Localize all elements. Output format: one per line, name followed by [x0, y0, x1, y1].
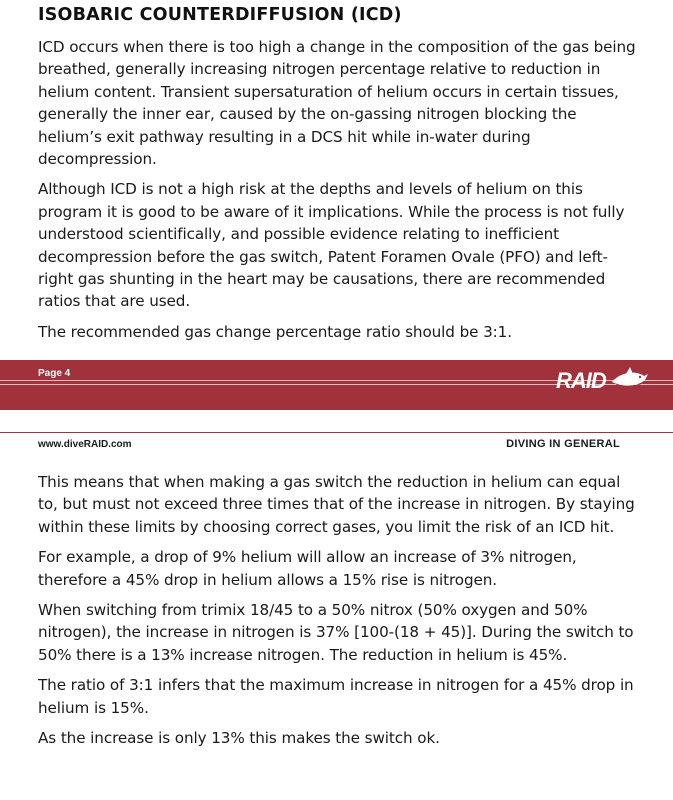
- paragraph: When switching from trimix 18/45 to a 50% nitrox (50% oxygen and 50% nitrogen), the increase in nitrogen is 37% [100-(18 + 45)]. During the switch to 50% there is a 13% increase nitrogen. The reduction in helium is 45%.: [38, 601, 634, 664]
- paragraph: Although ICD is not a high risk at the depths and levels of helium on this program it is good to be aware of it implications. While the process is not fully understood scientifically, and possible evidence relating to inefficient decompression before the gas switch, Patent Foramen Ovale (PFO) and left-right gas shunting in the heart may be causations, there are recommended ratios that are used.: [38, 180, 625, 311]
- page-bottom-content: [38, 432, 638, 757]
- paragraph: This means that when making a gas switch the reduction in helium can equal to, but must not exceed three times that of the increase in nitrogen. By staying within these limits by choosing correct gases, you limit the risk of an ICD hit.: [38, 473, 635, 536]
- logo-text: RAID: [556, 368, 606, 393]
- paragraph: The recommended gas change percentage ratio should be 3:1.: [38, 322, 512, 341]
- raid-logo: [556, 366, 648, 392]
- shark-logo-icon: [610, 366, 650, 392]
- page-footer-band: [0, 360, 673, 410]
- section-title: DIVING IN GENERAL: [506, 438, 620, 450]
- page-number: Page 4: [38, 368, 71, 379]
- page-top-content: [38, 4, 638, 351]
- website-url: www.diveRAID.com: [38, 439, 132, 450]
- page-header: [0, 432, 673, 449]
- paragraph: ICD occurs when there is too high a change in the composition of the gas being breathed, generally increasing nitrogen percentage relative to reduction in helium content. Transient supersaturation of helium occurs in certain tissues, generally the inner ear, caused by the on-gassing nitrogen blocking the helium’s exit pathway resulting in a DCS hit while in-water during decompression.: [38, 38, 636, 169]
- section-heading: ISOBARIC COUNTERDIFFUSION (ICD): [38, 5, 402, 25]
- paragraph: The ratio of 3:1 infers that the maximum increase in nitrogen for a 45% drop in helium is 15%.: [38, 676, 634, 717]
- paragraph: For example, a drop of 9% helium will allow an increase of 3% nitrogen, therefore a 45% drop in helium allows a 15% rise is nitrogen.: [38, 548, 577, 589]
- paragraph: As the increase is only 13% this makes the switch ok.: [38, 729, 440, 748]
